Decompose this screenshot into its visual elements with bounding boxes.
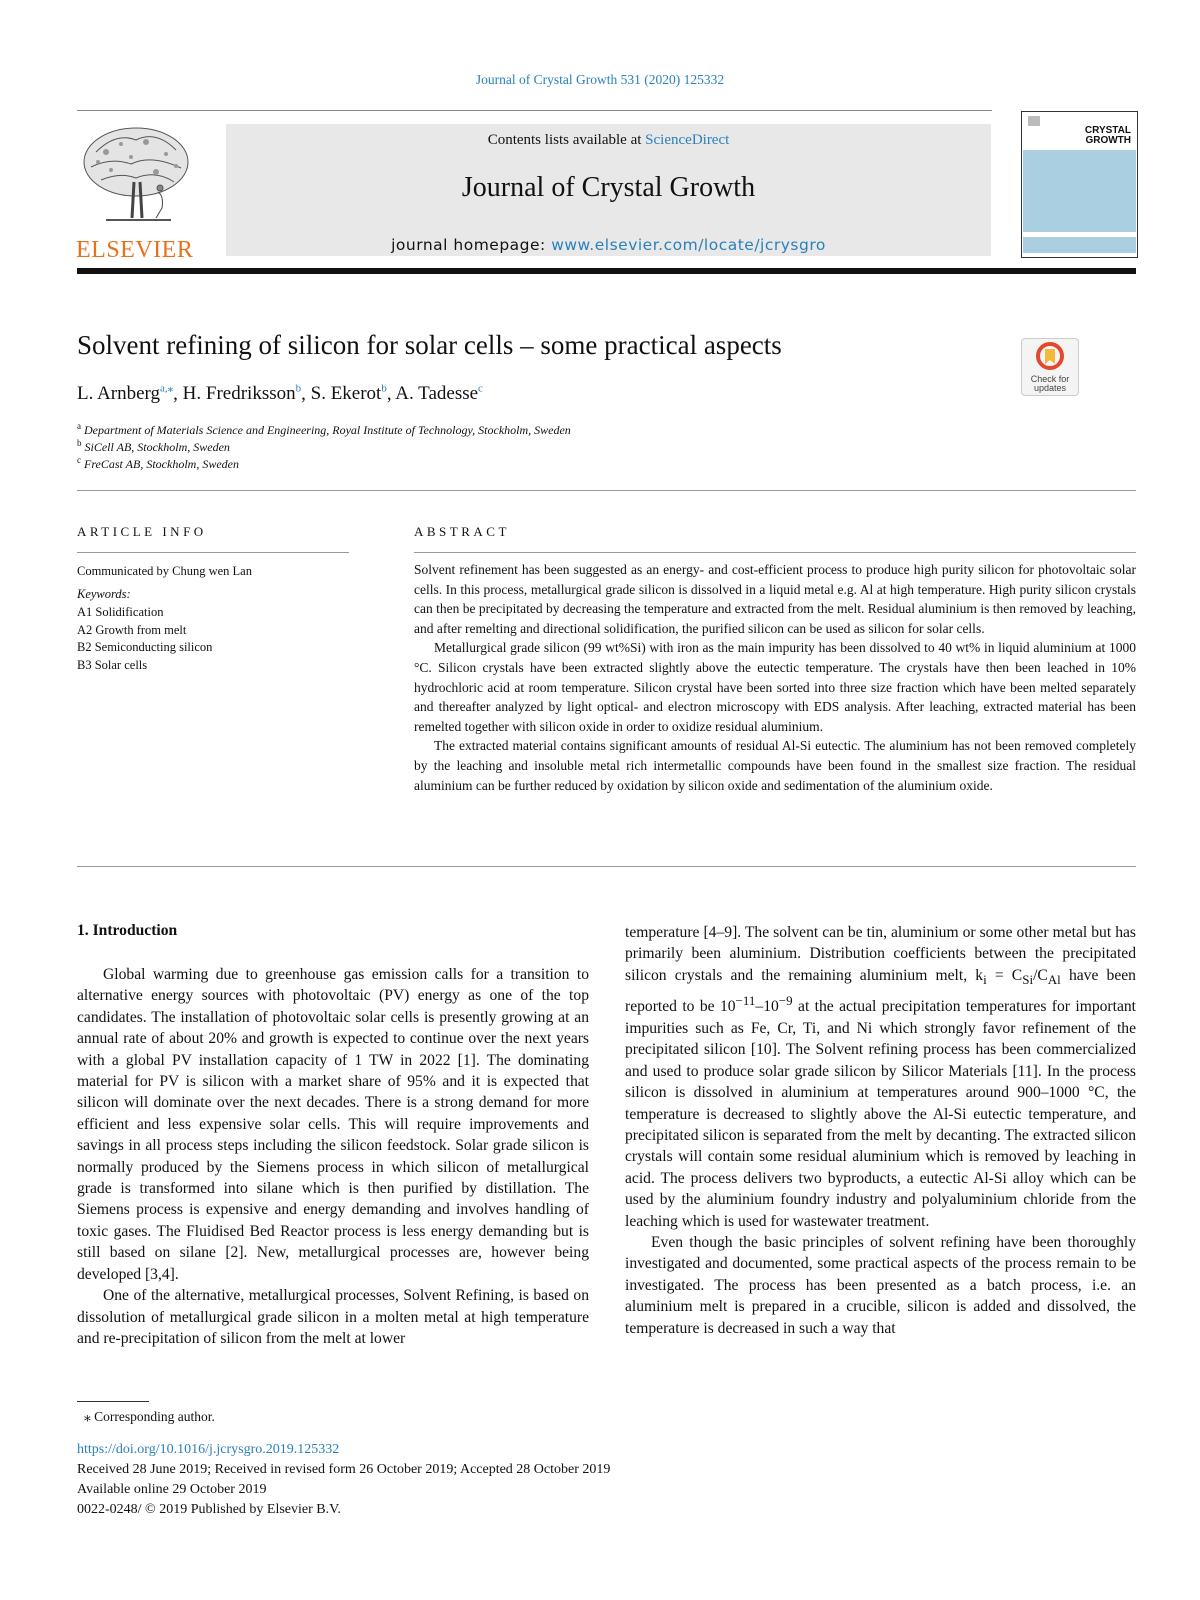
header-rule	[77, 110, 992, 111]
body-paragraph: Global warming due to greenhouse gas emission calls for a transition to alternative energy sources with photovoltaic (PV) energy as one of the top candidates. The installation of photovoltaic solar cells is presently growing at an annual rate of about 20% and growth is expected to continue over the next years with a global PV installation capacity of 1 TW in 2022 [1]. The dominating material for PV is silicon with a market share of 95% and it is expected that silicon will dominate over the next decades. There is a strong demand for more efficient and less expensive solar cells. This will require improvements and savings in all process steps including the silicon feedstock. Solar grade silicon is normally produced by the Siemens process in which silicon of metallurgical grade is transformed into silane which is then purified by distillation. The Siemens process is expensive and energy demanding and involves handling of toxic gases. The Fluidised Bed Reactor process is less energy demanding but is still based on silane [2]. New, metallurgical processes are, however being developed [3,4].	[77, 966, 589, 1283]
journal-banner	[226, 124, 991, 256]
cover-band	[1023, 237, 1136, 253]
bookmark-icon	[1036, 342, 1064, 370]
tree-icon	[76, 122, 198, 230]
cover-title-line1: CRYSTAL	[1084, 125, 1131, 136]
sciencedirect-link[interactable]: ScienceDirect	[645, 132, 730, 148]
contents-prefix: Contents lists available at	[487, 132, 646, 148]
keyword[interactable]: B2 Semiconducting silicon	[77, 640, 213, 654]
journal-cover[interactable]	[1021, 111, 1138, 258]
check-updates-line1: Check for	[1030, 374, 1070, 384]
body-left-column	[77, 964, 589, 1349]
keyword[interactable]: A2 Growth from melt	[77, 622, 187, 637]
check-updates-line2: updates	[1033, 383, 1067, 393]
available-online: Available online 29 October 2019	[77, 1482, 267, 1497]
article-title: Solvent refining of silicon for solar cells – some practical aspects	[77, 330, 782, 360]
homepage-line	[226, 236, 991, 254]
abstract-paragraph: Metallurgical grade silicon (99 wt%Si) with iron as the main impurity has been dissolved to 40 wt% in liquid aluminium at 1000 °C. Silicon crystals have been extracted slightly above the eutectic temperature. The crystals have then been leached in 10% hydrochloric acid at room temperature. Silicon crystal have been sorted into three size fraction which have been melted separately and thereafter analyzed by light optical- and electron microscopy with EDS analysis. After leaching, extracted material has been remelted together with silicon oxide in order to oxidize residual aluminium.	[414, 640, 1136, 734]
abstract-heading: ABSTRACT	[414, 524, 510, 539]
article-info-heading: ARTICLE INFO	[77, 524, 207, 539]
masthead-rule	[77, 268, 1136, 274]
body-paragraph: temperature [4–9]. The solvent can be tin, aluminium or some other metal but has primarily been aluminium. Distribution coefficients between the precipitated silicon crystals and the remaining aluminium melt, $k_i = C_{Si}/C_{Al}$ have been reported to be $10^{-11}-10^{-9}$ at the actual precipitation temperatures for important impurities such as Fe, Cr, Ti, and Ni which strongly favor refinement of the precipitated silicon [10]. The Solvent refining process has been commercialized and used to produce solar grade silicon by Silicor Materials [11]. In the process silicon is dissolved in aluminium at temperatures around 900–1000 °C, the temperature is decreased to slightly above the Al-Si eutectic temperature, and precipitated silicon is separated from the melt by decanting. The extracted silicon crystals will contain some residual aluminium which is removed by leaching in acid. The process delivers two byproducts, a eutectic Al-Si alloy which can be used by the aluminium foundry industry and polyaluminium chloride from the leaching which is used for wastewater treatment.	[625, 924, 1136, 1230]
running-header[interactable]: Journal of Crystal Growth 531 (2020) 125332	[475, 72, 725, 87]
journal-title: Journal of Crystal Growth	[461, 172, 756, 203]
body-paragraph: One of the alternative, metallurgical processes, Solvent Refining, is based on dissolution of metallurgical grade silicon in a molten metal at high temperature and re-precipitation of silicon from the melt at lower	[77, 1287, 589, 1347]
affiliation: $^c$ FreCast AB, Stockholm, Sweden	[77, 455, 239, 471]
footnote-rule	[77, 1401, 149, 1402]
footnote: ⁎ Corresponding author.	[84, 1409, 215, 1424]
cover-emblem-icon	[1028, 116, 1040, 126]
cover-title-line2: GROWTH	[1085, 135, 1131, 146]
body-right-column	[625, 922, 1136, 1339]
section-heading: 1. Introduction	[77, 922, 178, 939]
cover-title	[1085, 126, 1131, 146]
abstract-paragraph: The extracted material contains significant amounts of residual Al-Si eutectic. The aluminium has not been removed completely by the leaching and insoluble metal rich intermetallic compounds have been found in the smallest size fraction. The residual aluminium can be further reduced by oxidation by silicon oxide and sedimentation of the aluminium oxide.	[414, 738, 1136, 793]
author[interactable]: L. Arnberg$^{a,⁎}$	[77, 383, 174, 405]
author-list: L. Arnberg$^{a,⁎}$, H. Fredriksson$^b$, S. Ekerot$^b$, A. Tadesse$^c$	[77, 383, 483, 405]
communicated-by: Communicated by Chung wen Lan	[77, 564, 252, 578]
author[interactable]: S. Ekerot$^b$	[310, 383, 387, 405]
article-info-rule	[77, 552, 349, 553]
abstract-end-rule	[77, 866, 1136, 867]
elsevier-logo[interactable]	[76, 122, 198, 263]
abstract-rule	[414, 552, 1136, 553]
homepage-link[interactable]: www.elsevier.com/locate/jcrysgro	[551, 236, 826, 254]
keyword[interactable]: B3 Solar cells	[77, 657, 148, 672]
author[interactable]: A. Tadesse$^c$	[395, 383, 483, 405]
cover-image	[1023, 150, 1136, 232]
received-dates: Received 28 June 2019; Received in revised form 26 October 2019; Accepted 28 October 2019	[77, 1462, 611, 1477]
affiliation: $^b$ SiCell AB, Stockholm, Sweden	[77, 438, 230, 454]
section-rule	[77, 490, 1136, 491]
check-updates-button[interactable]	[1021, 338, 1079, 396]
publisher-name: ELSEVIER	[76, 237, 194, 263]
doi-link[interactable]: https://doi.org/10.1016/j.jcrysgro.2019.125332	[77, 1442, 340, 1457]
abstract-body	[414, 560, 1136, 795]
affiliation: $^a$ Department of Materials Science and Engineering, Royal Institute of Technology, Stockholm, Sweden	[77, 421, 571, 437]
keyword[interactable]: A1 Solidification	[77, 605, 164, 619]
copyright: 0022-0248/ © 2019 Published by Elsevier B.V.	[77, 1502, 341, 1517]
author[interactable]: H. Fredriksson$^b$	[182, 383, 302, 405]
homepage-prefix: journal homepage:	[391, 236, 552, 254]
body-paragraph: Even though the basic principles of solvent refining have been thoroughly investigated and documented, some practical aspects of the process remain to be investigated. The process has been presented as a batch process, i.e. an aluminium melt is prepared in a crucible, silicon is added and dissolved, the temperature is decreased in such a way that	[625, 1233, 1136, 1337]
check-updates-label	[1022, 375, 1078, 393]
keywords-label: Keywords:	[77, 587, 131, 601]
abstract-paragraph: Solvent refinement has been suggested as an energy- and cost-efficient process to produce high purity silicon for photovoltaic solar cells. In this process, metallurgical grade silicon is dissolved in a liquid metal e.g. Al at high temperature. High purity silicon crystals can then be precipitated by decreasing the temperature and extracted from the melt. Residual aluminium is then removed by leaching, and after remelting and directional solidification, the purified silicon can be used as silicon for solar cells.	[414, 562, 1136, 636]
contents-line	[226, 132, 991, 149]
